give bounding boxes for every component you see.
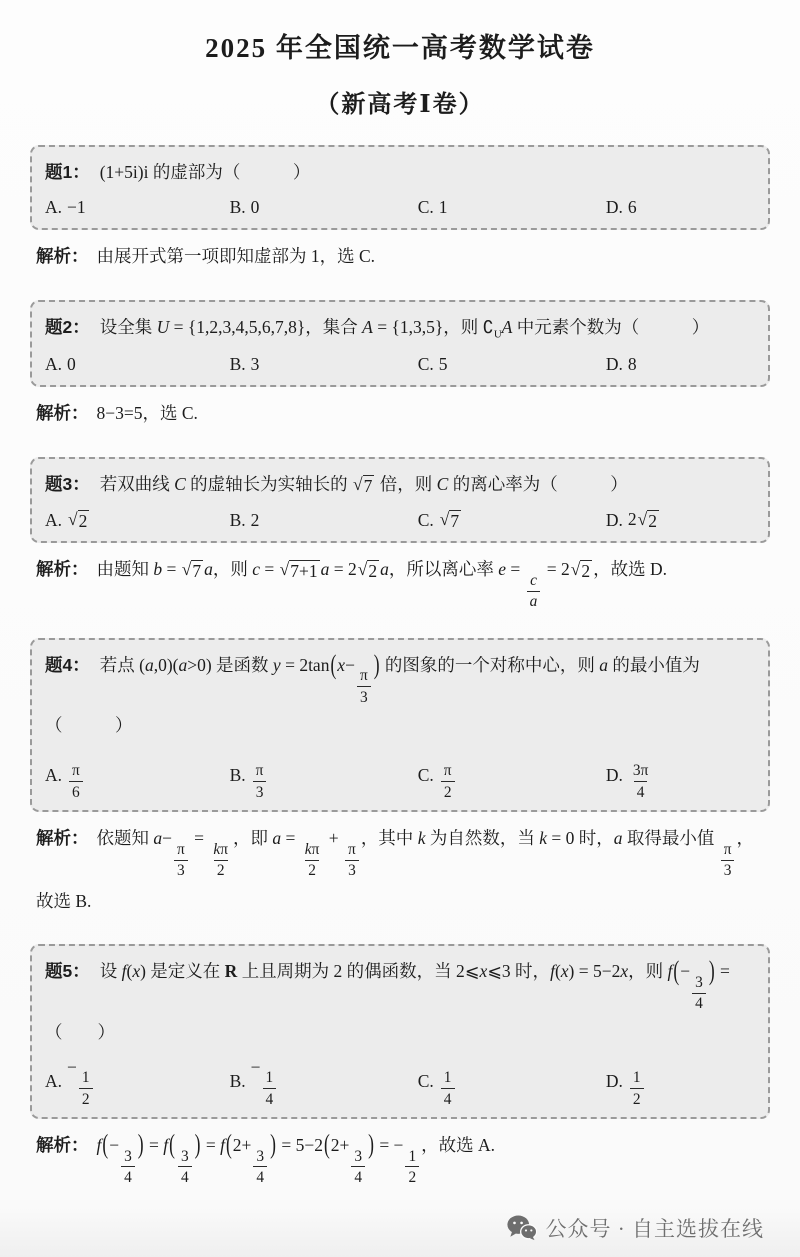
option-label: A.	[45, 764, 63, 785]
footer-brand-text: 公众号 · 自主选拔在线	[545, 1217, 764, 1242]
question-5-answer-blank	[45, 1018, 755, 1047]
question-3-option-c	[418, 509, 606, 531]
question-5-analysis	[36, 1128, 766, 1186]
footer	[30, 1213, 764, 1243]
question-3-option-a	[45, 509, 230, 531]
question-4-analysis	[36, 824, 766, 916]
option-label: B.	[229, 354, 246, 375]
question-4-option-b	[230, 750, 418, 800]
question-3-analysis	[36, 555, 766, 609]
question-1-analysis	[36, 242, 766, 272]
analysis-text: 故选 B.	[36, 890, 92, 911]
option-value: $\frac{\pi}{6}$	[67, 750, 85, 800]
option-label: D.	[605, 1071, 623, 1092]
analysis-label: 解析：	[36, 828, 89, 849]
option-value: $\frac{1}{2}$	[628, 1057, 646, 1107]
question-2-box	[30, 300, 770, 387]
wechat-icon	[507, 1215, 537, 1241]
question-2-option-d	[606, 354, 755, 375]
question-4-box	[30, 638, 770, 813]
option-value: √ 2	[68, 509, 88, 532]
question-5-option-a	[45, 1057, 230, 1107]
option-label: D.	[605, 197, 623, 218]
question-1-option-d	[606, 197, 755, 218]
analysis-label: 解析：	[36, 1134, 89, 1155]
option-value: $\frac{3\pi}{4}$	[632, 762, 649, 801]
option-label: B.	[229, 1071, 246, 1092]
question-5-stem-text: 设 f(x) 是定义在 R 上且周期为 2 的偶函数，当 2⩽x⩽3 时，f(x) = 5−2x，则 f(− $\frac{3}{4}$ ) =	[99, 954, 730, 1013]
option-value: 2	[250, 509, 260, 530]
question-4-stem-line2: （ ）	[45, 715, 133, 736]
question-3-box	[30, 457, 770, 543]
option-label: D.	[605, 509, 623, 530]
analysis-label: 解析：	[36, 246, 89, 267]
question-3-label: 题3：	[45, 474, 90, 495]
option-label: B.	[229, 509, 246, 530]
question-5-stem-line2: （ ）	[45, 1021, 115, 1042]
option-label: B.	[229, 764, 246, 785]
analysis-label: 解析：	[36, 403, 89, 424]
question-4-label: 题4：	[45, 654, 90, 675]
question-5-label: 题5：	[45, 961, 90, 982]
question-2-analysis	[36, 399, 766, 429]
analysis-text: 依题知 a− $\frac{\pi}{3}$ = $\frac{k\pi}{2}$ ，即 a = $\frac{k\pi}{2}$ + $\frac{\pi}{3}$ ，其中 k 为自然数，当 k = 0 时，a 取得最小值 $\frac{\pi}{3}$ ，	[96, 828, 755, 880]
question-5-option-c	[418, 1057, 606, 1107]
question-1-option-b	[230, 197, 418, 218]
option-label: D.	[605, 764, 623, 785]
option-label: C.	[417, 509, 434, 530]
option-value: 1	[438, 197, 448, 218]
option-value: − $\frac{1}{2}$	[67, 1057, 95, 1107]
question-4-options	[45, 750, 755, 800]
question-2-option-b	[230, 354, 418, 375]
analysis-text: 由展开式第一项即知虚部为 1，选 C.	[96, 246, 376, 267]
question-4-option-c	[418, 750, 606, 800]
analysis-line-2	[36, 887, 766, 917]
question-5-box	[30, 944, 770, 1119]
option-label: C.	[417, 354, 434, 375]
question-3-option-d	[606, 509, 755, 531]
question-5-options	[45, 1057, 755, 1107]
option-value: 0	[250, 197, 260, 218]
option-value: 5	[438, 354, 448, 375]
option-label: A.	[45, 354, 63, 375]
question-2-group	[30, 300, 770, 429]
analysis-label: 解析：	[36, 559, 89, 580]
question-4-group	[30, 638, 770, 917]
option-label: A.	[45, 1071, 63, 1092]
question-5-group	[30, 944, 770, 1185]
question-1-group	[30, 145, 770, 272]
question-1-label: 题1：	[45, 162, 90, 183]
question-2-options	[45, 354, 755, 375]
analysis-text: 8−3=5，选 C.	[96, 403, 198, 424]
question-4-option-d	[606, 750, 755, 800]
option-label: C.	[417, 1071, 434, 1092]
analysis-text: f(− $\frac{3}{4}$ ) = f( $\frac{3}{4}$ ) = f(2+ $\frac{3}{4}$ ) = 5−2(2+ $\frac{3}{4}$ ) = − $\frac{1}{2}$ ，故选 A.	[96, 1128, 496, 1186]
question-2-label: 题2：	[45, 317, 90, 338]
option-value: $\frac{\pi}{2}$	[439, 750, 457, 800]
exam-title: 2025 年全国统一高考数学试卷	[205, 33, 595, 63]
question-5-option-d	[606, 1057, 755, 1107]
question-2-stem	[45, 313, 755, 344]
question-3-stem	[45, 470, 755, 499]
option-value: 6	[627, 197, 637, 218]
option-label: A.	[45, 509, 63, 530]
option-value: $\frac{\pi}{3}$	[251, 750, 269, 800]
question-5-stem	[45, 954, 755, 1013]
question-5-option-b	[230, 1057, 418, 1107]
question-3-options	[45, 509, 755, 531]
option-value: 8	[627, 354, 637, 375]
option-value: √ 7	[439, 509, 460, 532]
analysis-line-1	[36, 824, 766, 878]
exam-subtitle: （新高考Ⅰ卷）	[315, 92, 485, 119]
question-2-stem-text: 设全集 U = {1,2,3,4,5,6,7,8}，集合 A = {1,3,5}，则 $∁_UA$ 中元素个数为（ ）	[99, 317, 710, 341]
option-value: 2 √ 2	[627, 509, 657, 532]
analysis-text: 由题知 b = √ 7 a，则 c = √ 7+1 a = 2 √ 2 a，所以离心率 e = $\frac{c}{a}$ = 2 √ 2 ，故选 D.	[96, 559, 667, 611]
question-1-box	[30, 145, 770, 230]
question-1-option-a	[45, 197, 230, 218]
option-label: B.	[229, 197, 246, 218]
option-label: C.	[417, 764, 434, 785]
question-4-stem-text: 若点 (a,0)(a>0) 是函数 y = 2tan(x− $\frac{\pi}{3}$ ) 的图象的一个对称中心，则 a 的最小值为	[99, 648, 700, 706]
question-1-option-c	[418, 197, 606, 218]
option-value: $\frac{1}{4}$	[439, 1057, 457, 1107]
question-3-group	[30, 457, 770, 609]
option-label: D.	[605, 354, 623, 375]
question-1-stem-text: (1+5i)i 的虚部为（ ）	[99, 162, 311, 183]
question-4-option-a	[45, 750, 230, 800]
question-2-option-c	[418, 354, 606, 375]
question-3-option-b	[230, 510, 418, 531]
option-value: 3	[250, 354, 260, 375]
question-3-stem-text: 若双曲线 C 的虚轴长为实轴长的 √ 7 倍，则 C 的离心率为（ ）	[99, 474, 628, 497]
option-label: A.	[45, 197, 63, 218]
question-1-stem	[45, 158, 755, 187]
question-4-answer-blank	[45, 711, 755, 740]
option-value: −1	[67, 197, 86, 218]
question-4-stem	[45, 648, 755, 706]
option-label: C.	[417, 197, 434, 218]
option-value: − $\frac{1}{4}$	[251, 1057, 279, 1107]
option-value: 0	[67, 354, 76, 375]
question-2-option-a	[45, 354, 230, 375]
question-1-options	[45, 197, 755, 218]
paper-header	[30, 30, 770, 119]
